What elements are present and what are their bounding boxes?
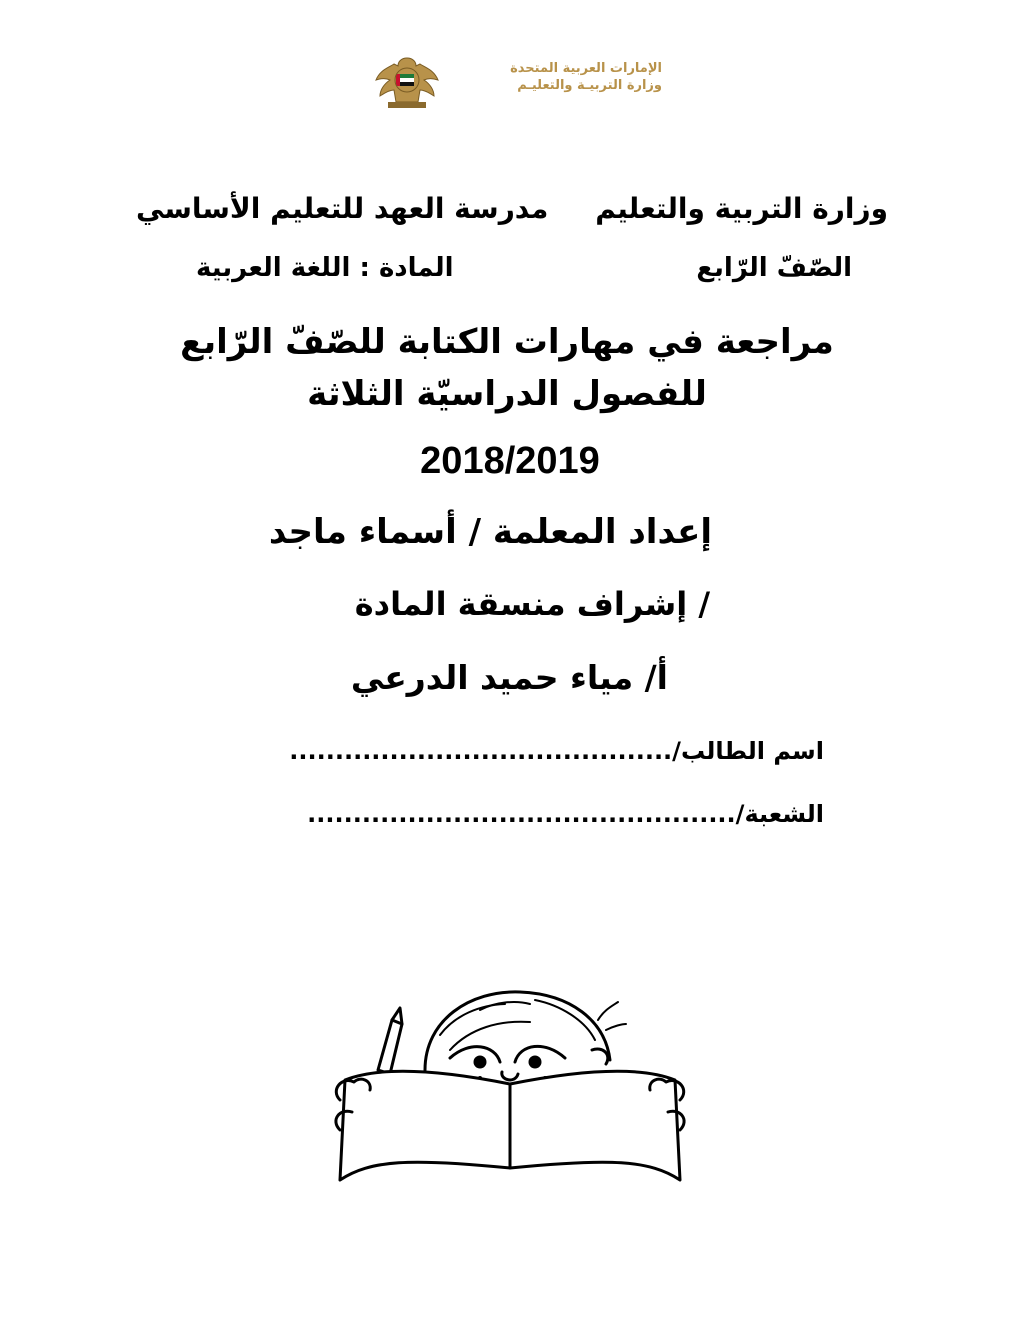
ministry-name-block [452,60,662,94]
ministry-heading: وزارة التربية والتعليم [595,192,888,225]
coordinator-name: أ/ مياء حميد الدرعي [350,658,668,697]
document-title: مراجعة في مهارات الكتابة للصّفّ الرّابع للفصول الدراسيّة الثلاثة [180,322,834,414]
student-name-field [289,737,824,765]
section-label: الشعبة/ [735,800,824,828]
school-name: مدرسة العهد للتعليم الأساسي [136,192,549,225]
student-name-dots: .......................................... [289,737,673,765]
academic-year: 2018/2019 [420,440,600,482]
ministry-country-name: الإمارات العربية المتحدة [510,61,662,76]
ministry-logo [374,54,664,110]
student-name-label: اسم الطالب/ [672,737,824,765]
grade-label: الصّفّ الرّابع [696,253,852,283]
section-field [307,800,824,828]
supervised-by: / إشراف منسقة المادة [354,585,710,623]
uae-emblem-icon [374,54,440,110]
boy-reading-illustration [330,980,690,1190]
prepared-by: إعداد المعلمة / أسماء ماجد [268,512,712,552]
subject-label: المادة : اللغة العربية [196,253,454,283]
section-dots: ............................................... [307,800,736,828]
ministry-name: وزارة التربيـة والتعليـم [517,78,662,93]
